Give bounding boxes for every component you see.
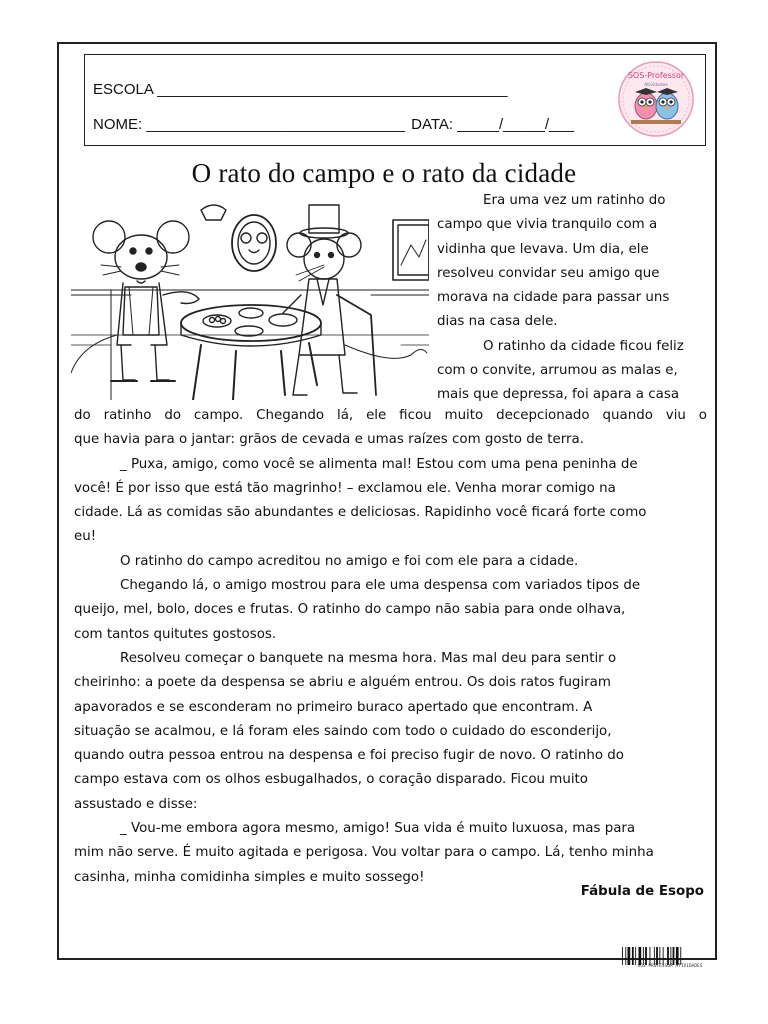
barcode-bar [632,947,634,965]
text-line: Era uma vez um ratinho do [483,193,666,208]
mice-illustration [71,195,429,400]
sos-professor-logo [617,60,695,138]
barcode-bar [659,947,660,965]
text-line: O ratinho do campo acreditou no amigo e foi com ele para a cidade. [120,553,579,569]
text-line: mim não serve. É muito agitada e perigosa. Vou voltar para o campo. Lá, tenho minha [74,845,654,861]
school-blank: __________________________________________ [157,81,508,98]
text-line: casinha, minha comidinha simples e muito sossego! [74,869,425,885]
text-line: do ratinho do campo. Chegando lá, ele ficou muito decepcionado quando viu o [74,408,707,423]
text-line: dias na casa dele. [437,314,558,330]
text-line: vidinha que levava. Um dia, ele [437,241,649,257]
logo-title: SOS-Professor [627,71,685,80]
text-line: cidade. Lá as comidas são abundantes e deliciosas. Rapidinho você ficará forte como [74,505,647,521]
text-line: campo que vivia tranquilo com a [437,217,658,233]
story-title: O rato do campo e o rato da cidade [191,158,577,188]
school-label: ESCOLA [93,81,154,98]
text-line: com tantos quitutes gostosos. [74,626,277,642]
text-line: você! É por isso que está tão magrinho! – exclamou ele. Venha morar comigo na [74,480,616,496]
text-line: Chegando lá, o amigo mostrou para ele uma despensa com variados tipos de [120,578,641,594]
text-line: apavorados e se esconderam no primeiro buraco apertado que encontram. A [74,699,593,715]
text-line: que havia para o jantar: grãos de cevada e umas raízes com gosto de terra. [74,432,584,448]
text-line: Resolveu começar o banquete na mesma hora. Mas mal deu para sentir o [120,650,617,666]
text-line: resolveu convidar seu amigo que [437,265,660,281]
barcode-caption: SOS PROFESSOR ATIVIDADES [637,964,703,969]
barcode-bar [680,947,681,965]
name-date-row [93,116,574,133]
barcode-bar [625,947,626,965]
barcode-bar [673,947,675,965]
barcode-bar [663,947,664,965]
barcode-bar [654,947,655,965]
barcode-bar [656,947,658,965]
barcode-bar [635,947,636,965]
barcode-bar [645,947,647,965]
text-line: cheirinho: a poete da despensa se abriu e alguém entrou. Os dois ratos fugiram [74,675,611,691]
text-line: situação se acalmou, e lá foram eles saindo com todo o cuidado do esconderijo, [74,723,612,739]
barcode-bar [622,947,623,965]
school-field[interactable] [93,81,508,98]
author-credit: Fábula de Esopo [580,884,704,899]
text-line: _ Puxa, amigo, como você se alimenta mal! Estou com uma pena peninha de [120,456,638,472]
text-line: com o convite, arrumou as malas e, [437,363,678,379]
barcode-bar [628,947,631,965]
name-label: NOME: [93,116,143,133]
intro-paragraph [437,189,707,408]
logo-subtitle: Atividades [644,83,668,88]
barcode-bar [676,947,679,965]
story-body [74,404,707,890]
name-blank[interactable]: _______________________________ [146,116,405,133]
barcode-bar [667,947,669,965]
text-line: queijo, mel, bolo, doces e frutas. O ratinho do campo não sabia para onde olhava, [74,602,626,618]
barcode-bar [643,947,644,965]
date-label: DATA: [411,116,454,133]
text-line: assustado e disse: [74,796,198,812]
text-line: morava na cidade para passar uns [437,290,670,306]
date-blank[interactable]: _____/_____/___ [457,116,575,133]
text-line: quando outra pessoa entrou na despensa e foi preciso fugir de novo. O ratinho do [74,748,625,764]
text-line: O ratinho da cidade ficou feliz [483,338,684,354]
text-line: _ Vou-me embora agora mesmo, amigo! Sua vida é muito luxuosa, mas para [120,821,636,837]
text-line: eu! [74,529,97,545]
text-line: campo estava com os olhos esbugalhados, o coração disparado. Ficou muito [74,772,588,788]
barcode-bar [639,947,642,965]
barcode-bar [650,947,651,965]
text-line: mais que depressa, foi apara a casa [437,387,680,403]
barcode-bar [670,947,671,965]
